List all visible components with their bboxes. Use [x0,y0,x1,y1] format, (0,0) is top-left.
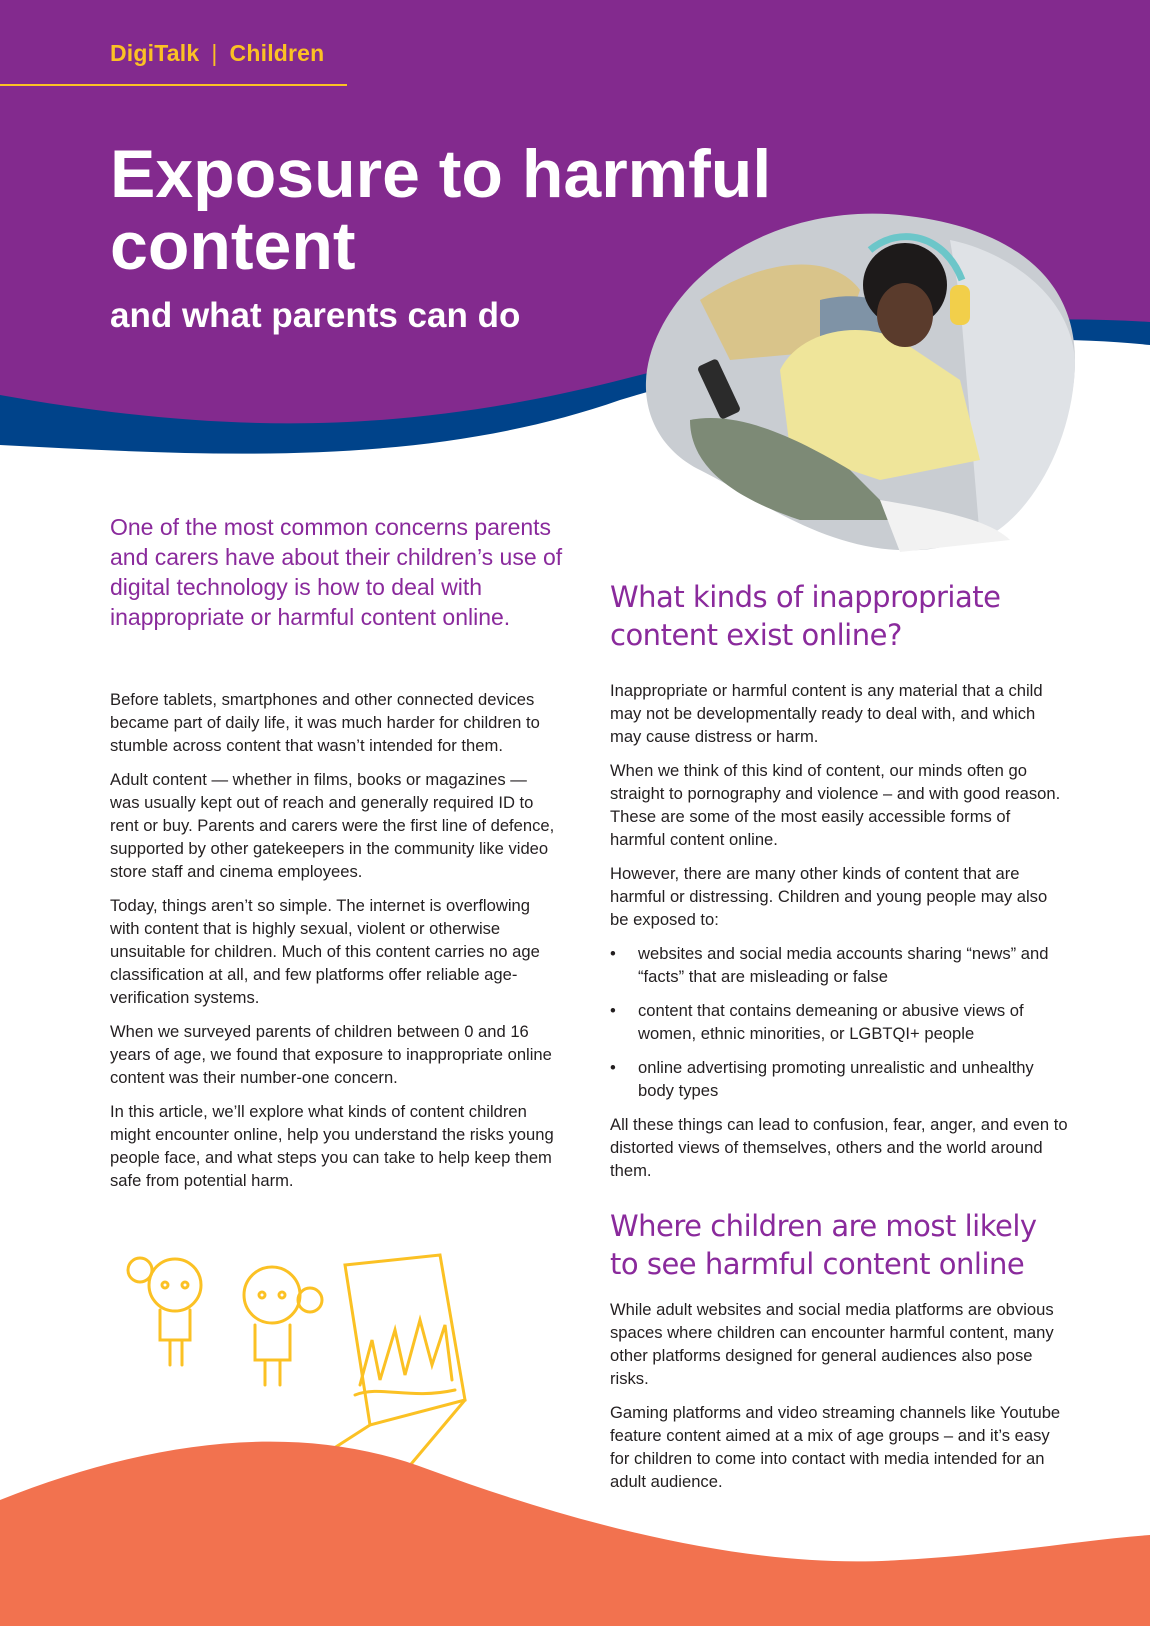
paragraph: While adult websites and social media platforms are obvious spaces where children can encounter harmful content, many other platforms designed for general audiences also pose risks. [610,1300,1054,1388]
paragraph: All these things can lead to confusion, fear, anger, and even to distorted views of themselves, others and the world around them. [610,1115,1068,1180]
paragraph: Gaming platforms and video streaming channels like Youtube feature content aimed at a mix of age groups – and it’s easy for children to come into contact with media intended for an adult audience. [610,1403,1061,1491]
right-column-section2 [610,1298,1070,1504]
brand-header [110,40,324,67]
brand-separator: | [211,40,218,66]
paragraph: Adult content — whether in films, books or magazines — was usually kept out of reach and generally required ID to rent or buy. Parents and carers were the first line of defence, supported by other gatekeepers in the community like video store staff and cinema employees. [110,770,555,881]
left-column [110,688,560,1203]
right-column-section1 [610,679,1070,1193]
intro-paragraph: One of the most common concerns parents and carers have about their children’s use of digital technology is how to deal with inappropriate or harmful content online. [110,514,563,630]
bullet-item: • content that contains demeaning or abusive views of women, ethnic minorities, or LGBTQI+ people [610,999,1070,1045]
paragraph: However, there are many other kinds of content that are harmful or distressing. Children and young people may also be exposed to: [610,864,1048,929]
paragraph: When we think of this kind of content, our minds often go straight to pornography and violence – and with good reason. These are some of the most easily accessible forms of harmful content online. [610,761,1061,849]
bullet-list [610,942,1070,1102]
header-rule [0,84,347,86]
page-title: Exposure to harmful content [110,136,772,284]
page-subtitle: and what parents can do [110,296,521,335]
section-heading-where: Where children are most likely to see harmful content online [610,1209,1037,1281]
section-label: Children [229,40,325,66]
paragraph: In this article, we’ll explore what kinds of content children might encounter online, help you understand the risks young people face, and what steps you can take to help keep them safe from potential harm. [110,1102,554,1190]
paragraph: Before tablets, smartphones and other connected devices became part of daily life, it was much harder for children to stumble across content that wasn’t intended for them. [110,690,540,755]
bullet-item: • online advertising promoting unrealistic and unhealthy body types [610,1056,1070,1102]
brand-name: DigiTalk [110,40,200,66]
paragraph: Inappropriate or harmful content is any material that a child may not be developmentally ready to deal with, and which may cause distress or harm. [610,681,1043,746]
paragraph: When we surveyed parents of children between 0 and 16 years of age, we found that exposure to inappropriate online content was their number-one concern. [110,1022,552,1087]
bullet-item: • websites and social media accounts sharing “news” and “facts” that are misleading or false [610,942,1070,988]
section-heading-kinds: What kinds of inappropriate content exist online? [610,580,1001,652]
paragraph: Today, things aren’t so simple. The internet is overflowing with content that is highly sexual, violent or otherwise unsuitable for children. Much of this content carries no age classification at all, and few platforms offer reliable age-verification systems. [110,896,540,1007]
